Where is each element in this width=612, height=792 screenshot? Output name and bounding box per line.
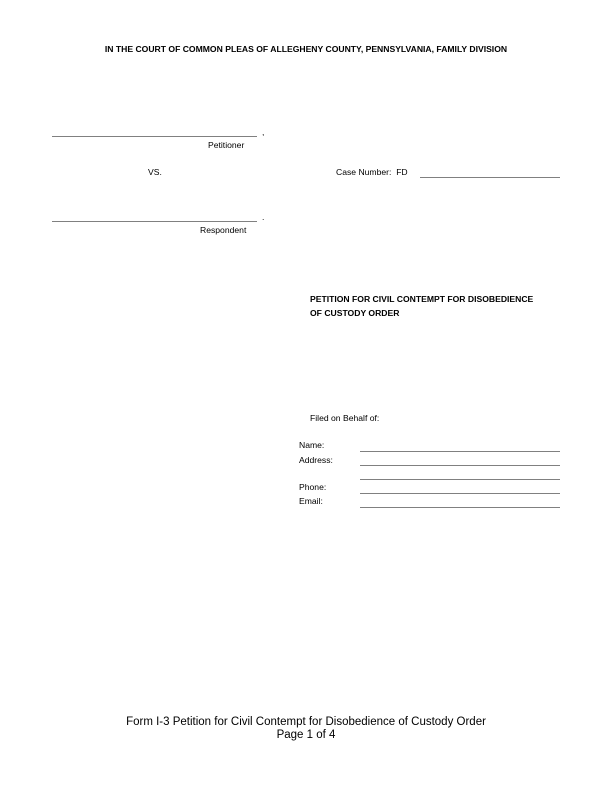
email-line[interactable]: [360, 507, 560, 508]
document-title-line1: PETITION FOR CIVIL CONTEMPT FOR DISOBEDIENCE: [310, 294, 534, 304]
footer-form-title: Form I-3 Petition for Civil Contempt for Disobedience of Custody Order: [126, 716, 486, 728]
case-number-text: Case Number:: [336, 167, 392, 177]
filed-on-behalf-label: Filed on Behalf of:: [310, 413, 380, 423]
footer-page-number: Page 1 of 4: [276, 729, 336, 741]
vs-label: VS.: [148, 167, 162, 177]
respondent-label: Respondent: [200, 225, 247, 235]
address-line-1[interactable]: [360, 465, 560, 466]
respondent-name-line[interactable]: [52, 221, 257, 222]
case-number-label: [336, 167, 408, 177]
address-label: Address:: [299, 455, 333, 465]
phone-label: Phone:: [299, 482, 327, 492]
document-title-line2: OF CUSTODY ORDER: [310, 308, 400, 318]
name-label: Name:: [299, 440, 325, 450]
document-title: [310, 292, 533, 320]
respondent-period: .: [262, 212, 265, 222]
petitioner-comma: ,: [262, 127, 265, 137]
address-line-2[interactable]: [360, 479, 560, 480]
petitioner-label: Petitioner: [208, 140, 245, 150]
court-title: IN THE COURT OF COMMON PLEAS OF ALLEGHENY COUNTY, PENNSYLVANIA, FAMILY DIVISION: [104, 44, 508, 54]
name-line[interactable]: [360, 451, 560, 452]
footer: [0, 716, 612, 742]
case-prefix: FD: [396, 167, 408, 177]
email-label: Email:: [299, 496, 323, 506]
petitioner-name-line[interactable]: [52, 136, 257, 137]
phone-line[interactable]: [360, 493, 560, 494]
case-number-line[interactable]: [420, 177, 560, 178]
